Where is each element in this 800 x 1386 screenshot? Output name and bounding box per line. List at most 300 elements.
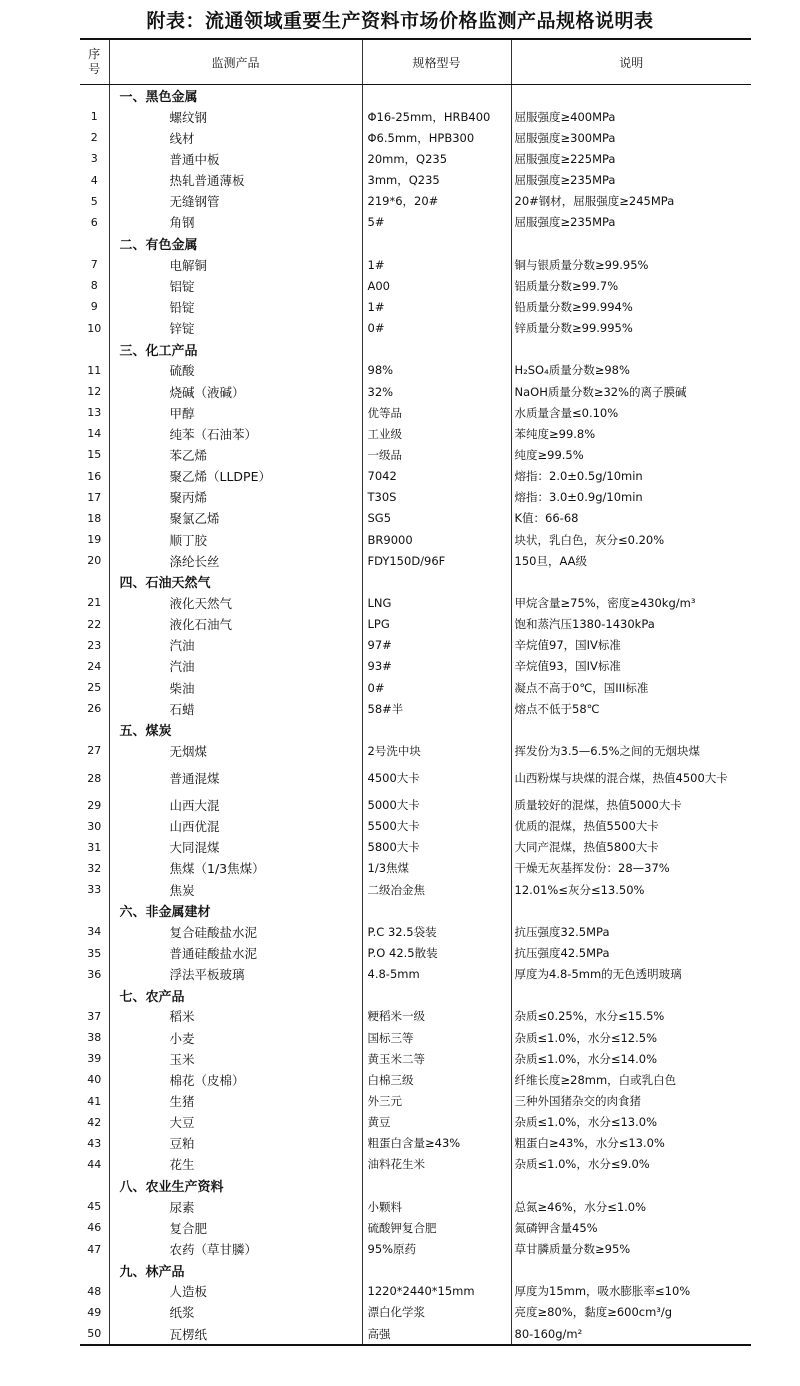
table-row: [80, 423, 751, 444]
desc-cell: 抗压强度42.5MPa: [511, 942, 751, 963]
product-cell: 液化石油气: [109, 614, 362, 635]
spec-cell: LPG: [362, 614, 511, 635]
header-seq-label: 序 号: [88, 47, 101, 76]
seq-cell: 35: [87, 946, 102, 960]
desc-cell: 三种外国猪杂交的肉食猪: [511, 1090, 751, 1111]
product-cell: 复合硅酸盐水泥: [109, 921, 362, 942]
table-row: [80, 614, 751, 635]
desc-cell: [511, 1260, 751, 1281]
table-row: [80, 592, 751, 613]
table-row: [80, 550, 751, 571]
seq-cell: [80, 900, 109, 921]
desc-cell: 质量较好的混煤，热值5000大卡: [511, 795, 751, 816]
header-spec: 规格型号: [362, 39, 511, 85]
table-row: [80, 1238, 751, 1259]
table-row: [80, 656, 751, 677]
table-row: [80, 795, 751, 816]
product-cell: 瓦楞纸: [109, 1323, 362, 1345]
product-cell: 热轧普通薄板: [109, 170, 362, 191]
table-row: [80, 1154, 751, 1175]
spec-cell: 1220*2440*15mm: [362, 1281, 511, 1302]
product-cell: 汽油: [109, 656, 362, 677]
seq-cell: 38: [87, 1031, 102, 1045]
table-row: [80, 677, 751, 698]
product-cell: 人造板: [109, 1281, 362, 1302]
category-label: 六、非金属建材: [109, 900, 362, 921]
spec-cell: [362, 1260, 511, 1281]
spec-cell: 58#半: [362, 698, 511, 719]
spec-cell: FDY150D/96F: [362, 550, 511, 571]
table-row: [80, 254, 751, 275]
spec-cell: 粗蛋白含量≥43%: [362, 1133, 511, 1154]
spec-cell: Φ16-25mm，HRB400: [362, 106, 511, 127]
spec-cell: 97#: [362, 635, 511, 656]
product-cell: 花生: [109, 1154, 362, 1175]
header-desc: 说明: [511, 39, 751, 85]
spec-cell: 7042: [362, 466, 511, 487]
desc-cell: H₂SO₄质量分数≥98%: [511, 360, 751, 381]
spec-cell: 0#: [362, 318, 511, 339]
category-label: 一、黑色金属: [109, 85, 362, 107]
seq-cell: 44: [87, 1157, 102, 1171]
seq-cell: [80, 571, 109, 592]
spec-cell: 国标三等: [362, 1027, 511, 1048]
spec-cell: [362, 571, 511, 592]
product-cell: 柴油: [109, 677, 362, 698]
seq-cell: 25: [87, 681, 102, 694]
seq-cell: 7: [90, 258, 98, 272]
category-label: 三、化工产品: [109, 339, 362, 360]
seq-cell: 34: [87, 925, 102, 939]
seq-cell: 9: [90, 300, 98, 314]
seq-cell: 42: [87, 1115, 102, 1129]
desc-cell: 熔点不低于58℃: [511, 698, 751, 719]
spec-cell: 2号洗中块: [362, 740, 511, 761]
category-row: [80, 571, 751, 592]
desc-cell: NaOH质量分数≥32%的离子膜碱: [511, 381, 751, 402]
desc-cell: 20#钢材，屈服强度≥245MPa: [511, 191, 751, 212]
table-row: [80, 212, 751, 233]
table-row: [80, 296, 751, 317]
spec-cell: 4.8-5mm: [362, 964, 511, 985]
product-cell: 普通硅酸盐水泥: [109, 942, 362, 963]
desc-cell: [511, 571, 751, 592]
desc-cell: 锌质量分数≥99.995%: [511, 318, 751, 339]
spec-cell: 白棉三级: [362, 1069, 511, 1090]
product-cell: 甲醇: [109, 402, 362, 423]
product-cell: 玉米: [109, 1048, 362, 1069]
spec-cell: LNG: [362, 592, 511, 613]
spec-cell: 油料花生米: [362, 1154, 511, 1175]
desc-cell: [511, 719, 751, 740]
seq-cell: 20: [87, 554, 102, 568]
desc-cell: 辛烷值93，国IV标准: [511, 656, 751, 677]
spec-cell: 1#: [362, 296, 511, 317]
table-row: [80, 170, 751, 191]
desc-cell: 屈服强度≥225MPa: [511, 148, 751, 169]
desc-cell: 杂质≤1.0%，水分≤9.0%: [511, 1154, 751, 1175]
product-cell: 山西大混: [109, 795, 362, 816]
spec-cell: P.O 42.5散装: [362, 942, 511, 963]
spec-cell: 95%原药: [362, 1238, 511, 1259]
seq-cell: 29: [87, 798, 102, 812]
product-cell: 无缝钢管: [109, 191, 362, 212]
table-row: [80, 318, 751, 339]
header-product: 监测产品: [109, 39, 362, 85]
seq-cell: [80, 1175, 109, 1196]
desc-cell: 亮度≥80%，黏度≥600cm³/g: [511, 1302, 751, 1323]
spec-cell: [362, 85, 511, 107]
desc-cell: 山西粉煤与块煤的混合煤，热值4500大卡: [511, 762, 751, 795]
seq-cell: 23: [87, 638, 102, 652]
category-row: [80, 339, 751, 360]
seq-cell: [80, 339, 109, 360]
spec-cell: 黄玉米二等: [362, 1048, 511, 1069]
seq-cell: 16: [87, 469, 102, 483]
product-cell: 大豆: [109, 1112, 362, 1133]
desc-cell: [511, 900, 751, 921]
product-cell: 汽油: [109, 635, 362, 656]
product-cell: 烧碱（液碱）: [109, 381, 362, 402]
desc-cell: 铜与银质量分数≥99.95%: [511, 254, 751, 275]
table-row: [80, 529, 751, 550]
spec-cell: 5000大卡: [362, 795, 511, 816]
desc-cell: 150旦，AA级: [511, 550, 751, 571]
table-row: [80, 466, 751, 487]
table-row: [80, 508, 751, 529]
spec-cell: 5#: [362, 212, 511, 233]
category-row: [80, 85, 751, 107]
seq-cell: 49: [87, 1305, 102, 1319]
desc-cell: 杂质≤1.0%，水分≤14.0%: [511, 1048, 751, 1069]
category-label: 七、农产品: [109, 985, 362, 1006]
seq-cell: [80, 985, 109, 1006]
table-row: [80, 837, 751, 858]
desc-cell: 杂质≤0.25%，水分≤15.5%: [511, 1006, 751, 1027]
spec-cell: [362, 900, 511, 921]
document-title: 附表：流通领域重要生产资料市场价格监测产品规格说明表: [146, 10, 654, 32]
table-row: [80, 1281, 751, 1302]
spec-cell: 4500大卡: [362, 762, 511, 795]
desc-cell: 苯纯度≥99.8%: [511, 423, 751, 444]
spec-table: [80, 38, 751, 1346]
spec-cell: [362, 339, 511, 360]
spec-cell: 32%: [362, 381, 511, 402]
seq-cell: 47: [87, 1242, 102, 1256]
category-label: 九、林产品: [109, 1260, 362, 1281]
spec-cell: 外三元: [362, 1090, 511, 1111]
desc-cell: 大同产混煤，热值5800大卡: [511, 837, 751, 858]
table-row: [80, 816, 751, 837]
table-row: [80, 127, 751, 148]
spec-cell: [362, 719, 511, 740]
table-row: [80, 1133, 751, 1154]
desc-cell: 杂质≤1.0%，水分≤12.5%: [511, 1027, 751, 1048]
category-row: [80, 1260, 751, 1281]
product-cell: 角钢: [109, 212, 362, 233]
seq-cell: 21: [87, 596, 102, 610]
table-row: [80, 1196, 751, 1217]
seq-cell: 1: [90, 110, 98, 124]
desc-cell: 干燥无灰基挥发份：28—37%: [511, 858, 751, 879]
table-row: [80, 1048, 751, 1069]
seq-cell: [80, 233, 109, 254]
desc-cell: 厚度为15mm，吸水膨胀率≤10%: [511, 1281, 751, 1302]
seq-cell: 10: [87, 321, 102, 335]
spec-cell: 93#: [362, 656, 511, 677]
desc-cell: 草甘膦质量分数≥95%: [511, 1238, 751, 1259]
spec-cell: 20mm，Q235: [362, 148, 511, 169]
desc-cell: 杂质≤1.0%，水分≤13.0%: [511, 1112, 751, 1133]
table-row: [80, 1112, 751, 1133]
desc-cell: 氮磷钾含量45%: [511, 1217, 751, 1238]
spec-cell: 硫酸钾复合肥: [362, 1217, 511, 1238]
spec-cell: 3mm，Q235: [362, 170, 511, 191]
desc-cell: 铝质量分数≥99.7%: [511, 275, 751, 296]
seq-cell: 37: [87, 1009, 102, 1023]
product-cell: 焦炭: [109, 879, 362, 900]
spec-cell: 漂白化学浆: [362, 1302, 511, 1323]
table-row: [80, 444, 751, 465]
seq-cell: 27: [87, 744, 102, 758]
seq-cell: 46: [87, 1221, 102, 1235]
category-row: [80, 985, 751, 1006]
product-cell: 纸浆: [109, 1302, 362, 1323]
desc-cell: 屈服强度≥235MPa: [511, 212, 751, 233]
table-row: [80, 740, 751, 761]
category-row: [80, 233, 751, 254]
seq-cell: 12: [87, 385, 102, 399]
seq-cell: 19: [87, 533, 102, 547]
seq-cell: 26: [87, 702, 102, 716]
spec-cell: A00: [362, 275, 511, 296]
seq-cell: 24: [87, 659, 102, 673]
spec-cell: 高强: [362, 1323, 511, 1345]
seq-cell: 40: [87, 1073, 102, 1087]
spec-cell: 1/3焦煤: [362, 858, 511, 879]
seq-cell: 50: [80, 1323, 109, 1345]
header-seq: [80, 39, 109, 85]
table-row: [80, 402, 751, 423]
desc-cell: [511, 233, 751, 254]
product-cell: 山西优混: [109, 816, 362, 837]
spec-cell: 黄豆: [362, 1112, 511, 1133]
seq-cell: 11: [87, 363, 102, 377]
table-row: [80, 858, 751, 879]
table-row: [80, 1323, 751, 1345]
seq-cell: 14: [87, 427, 102, 441]
seq-cell: 3: [90, 152, 98, 166]
table-row: [80, 635, 751, 656]
product-cell: 电解铜: [109, 254, 362, 275]
seq-cell: 22: [87, 617, 102, 631]
desc-cell: 铅质量分数≥99.994%: [511, 296, 751, 317]
desc-cell: 凝点不高于0℃，国III标准: [511, 677, 751, 698]
product-cell: 普通混煤: [109, 762, 362, 795]
seq-cell: 45: [87, 1200, 102, 1214]
seq-cell: 41: [87, 1094, 102, 1108]
spec-cell: [362, 1175, 511, 1196]
category-row: [80, 1175, 751, 1196]
desc-cell: 厚度为4.8-5mm的无色透明玻璃: [511, 964, 751, 985]
desc-cell: 挥发份为3.5—6.5%之间的无烟块煤: [511, 740, 751, 761]
desc-cell: [511, 339, 751, 360]
product-cell: 无烟煤: [109, 740, 362, 761]
seq-cell: 32: [87, 861, 102, 875]
table-row: [80, 1090, 751, 1111]
table-row: [80, 275, 751, 296]
category-label: 二、有色金属: [109, 233, 362, 254]
desc-cell: 熔指：2.0±0.5g/10min: [511, 466, 751, 487]
product-cell: 苯乙烯: [109, 444, 362, 465]
spec-cell: 98%: [362, 360, 511, 381]
spec-cell: SG5: [362, 508, 511, 529]
seq-cell: 39: [87, 1052, 102, 1066]
desc-cell: 12.01%≤灰分≤13.50%: [511, 879, 751, 900]
spec-cell: 一级品: [362, 444, 511, 465]
table-row: [80, 148, 751, 169]
desc-cell: 辛烷值97，国IV标准: [511, 635, 751, 656]
spec-cell: 粳稻米一级: [362, 1006, 511, 1027]
desc-cell: [511, 985, 751, 1006]
desc-cell: 块状，乳白色，灰分≤0.20%: [511, 529, 751, 550]
table-row: [80, 1069, 751, 1090]
table-row: [80, 964, 751, 985]
category-label: 四、石油天然气: [109, 571, 362, 592]
seq-cell: 13: [87, 406, 102, 420]
seq-cell: 2: [90, 131, 98, 145]
seq-cell: 5: [90, 194, 98, 208]
spec-cell: 优等品: [362, 402, 511, 423]
product-cell: 棉花（皮棉）: [109, 1069, 362, 1090]
seq-cell: [80, 85, 109, 107]
product-cell: 石蜡: [109, 698, 362, 719]
table-row: [80, 942, 751, 963]
desc-cell: 粗蛋白≥43%，水分≤13.0%: [511, 1133, 751, 1154]
seq-cell: 15: [87, 448, 102, 462]
spec-cell: 二级冶金焦: [362, 879, 511, 900]
category-label: 五、煤炭: [109, 719, 362, 740]
product-cell: 大同混煤: [109, 837, 362, 858]
table-row: [80, 1006, 751, 1027]
category-label: 八、农业生产资料: [109, 1175, 362, 1196]
table-row: [80, 921, 751, 942]
category-row: [80, 719, 751, 740]
seq-cell: 48: [87, 1284, 102, 1298]
table-header-row: [80, 39, 751, 85]
spec-cell: BR9000: [362, 529, 511, 550]
desc-cell: 总氮≥46%，水分≤1.0%: [511, 1196, 751, 1217]
product-cell: 铅锭: [109, 296, 362, 317]
spec-cell: 5800大卡: [362, 837, 511, 858]
desc-cell: 熔指：3.0±0.9g/10min: [511, 487, 751, 508]
product-cell: 生猪: [109, 1090, 362, 1111]
spec-cell: 工业级: [362, 423, 511, 444]
product-cell: 聚氯乙烯: [109, 508, 362, 529]
product-cell: 聚丙烯: [109, 487, 362, 508]
seq-cell: 4: [90, 173, 98, 187]
product-cell: 豆粕: [109, 1133, 362, 1154]
table-row: [80, 698, 751, 719]
product-cell: 锌锭: [109, 318, 362, 339]
seq-cell: 33: [87, 883, 102, 897]
product-cell: 浮法平板玻璃: [109, 964, 362, 985]
product-cell: 顺丁胶: [109, 529, 362, 550]
desc-cell: [511, 1175, 751, 1196]
table-row: [80, 879, 751, 900]
desc-cell: 屈服强度≥235MPa: [511, 170, 751, 191]
product-cell: 稻米: [109, 1006, 362, 1027]
category-row: [80, 900, 751, 921]
spec-cell: 219*6，20#: [362, 191, 511, 212]
table-row: [80, 487, 751, 508]
product-cell: 线材: [109, 127, 362, 148]
spec-cell: [362, 233, 511, 254]
spec-cell: 1#: [362, 254, 511, 275]
product-cell: 涤纶长丝: [109, 550, 362, 571]
seq-cell: 18: [87, 511, 102, 525]
desc-cell: 水质量含量≤0.10%: [511, 402, 751, 423]
spec-cell: 0#: [362, 677, 511, 698]
seq-cell: 43: [87, 1136, 102, 1150]
table-row: [80, 360, 751, 381]
product-cell: 焦煤（1/3焦煤）: [109, 858, 362, 879]
spec-cell: 5500大卡: [362, 816, 511, 837]
desc-cell: 抗压强度32.5MPa: [511, 921, 751, 942]
product-cell: 铝锭: [109, 275, 362, 296]
table-row: [80, 191, 751, 212]
desc-cell: 纤维长度≥28mm，白或乳白色: [511, 1069, 751, 1090]
seq-cell: 6: [90, 215, 98, 229]
product-cell: 农药（草甘膦）: [109, 1238, 362, 1259]
desc-cell: 屈服强度≥300MPa: [511, 127, 751, 148]
table-row: [80, 762, 751, 795]
desc-cell: 饱和蒸汽压1380-1430kPa: [511, 614, 751, 635]
product-cell: 硫酸: [109, 360, 362, 381]
spec-cell: [362, 985, 511, 1006]
seq-cell: [80, 1260, 109, 1281]
seq-cell: 31: [87, 840, 102, 854]
desc-cell: 纯度≥99.5%: [511, 444, 751, 465]
product-cell: 复合肥: [109, 1217, 362, 1238]
seq-cell: [80, 719, 109, 740]
product-cell: 尿素: [109, 1196, 362, 1217]
product-cell: 液化天然气: [109, 592, 362, 613]
product-cell: 聚乙烯（LLDPE）: [109, 466, 362, 487]
spec-cell: T30S: [362, 487, 511, 508]
seq-cell: 17: [87, 490, 102, 504]
seq-cell: 36: [87, 967, 102, 981]
desc-cell: [511, 85, 751, 107]
desc-cell: 甲烷含量≥75%，密度≥430kg/m³: [511, 592, 751, 613]
seq-cell: 28: [87, 771, 102, 785]
table-row: [80, 106, 751, 127]
product-cell: 普通中板: [109, 148, 362, 169]
spec-cell: 小颗料: [362, 1196, 511, 1217]
seq-cell: 30: [87, 819, 102, 833]
desc-cell: K值：66-68: [511, 508, 751, 529]
table-row: [80, 1302, 751, 1323]
product-cell: 小麦: [109, 1027, 362, 1048]
seq-cell: 8: [90, 279, 98, 293]
product-cell: 螺纹钢: [109, 106, 362, 127]
table-body: [80, 85, 751, 1346]
desc-cell: 屈服强度≥400MPa: [511, 106, 751, 127]
desc-cell: 优质的混煤，热值5500大卡: [511, 816, 751, 837]
product-cell: 纯苯（石油苯）: [109, 423, 362, 444]
table-row: [80, 1217, 751, 1238]
spec-cell: P.C 32.5袋装: [362, 921, 511, 942]
